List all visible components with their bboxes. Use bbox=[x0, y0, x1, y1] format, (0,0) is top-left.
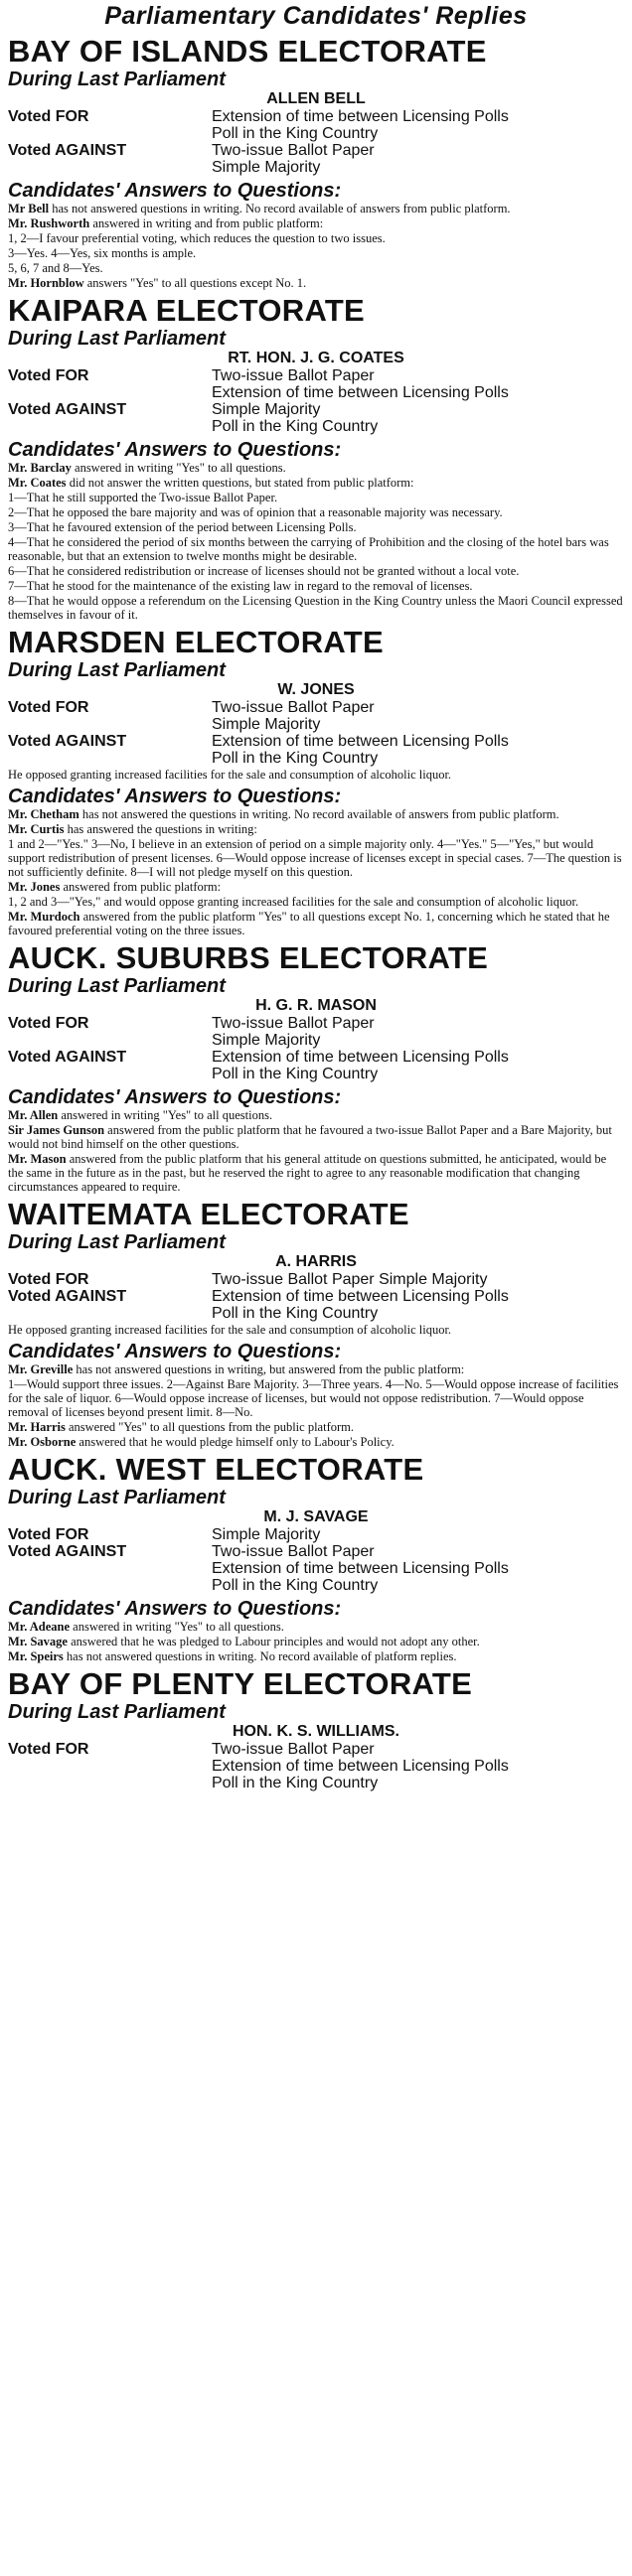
during-heading: During Last Parliament bbox=[8, 69, 226, 90]
sitting-member: W. JONES bbox=[277, 681, 355, 698]
voted-for: Voted FOR Two-issue Ballot Paper Extension of time between Licensing Polls bbox=[8, 367, 509, 401]
voted-for: Voted FOR Two-issue Ballot Paper Extension of time between Licensing Polls Poll in the King Country bbox=[8, 1741, 509, 1791]
voted-against: Voted AGAINST Two-issue Ballot Paper Extension of time between Licensing Polls Poll in the King Country bbox=[8, 1543, 509, 1594]
answer-item: Mr. Osborne answered that he would pledge himself only to Labour's Policy. bbox=[8, 1435, 395, 1449]
section-bay-of-plenty: BAY OF PLENTY ELECTORATE During Last Parliament HON. K. S. WILLIAMS. Voted FOR Two-issue Ballot Paper Extension of time between Licensing Polls Poll in the King Country bbox=[8, 1667, 624, 1791]
page-banner: Parliamentary Candidates' Replies bbox=[104, 2, 528, 30]
section-waitemata: WAITEMATA ELECTORATE During Last Parliament A. HARRIS Voted FOR Two-issue Ballot Paper Simple Majority Voted AGAINST Extension of time between Licensing Polls Poll in the King Country He opposed granting increased facilities for the sale and consumption of alcoholic liquor. Candidates' Answers to Questions: Mr. Greville has not answered questions in writing, but answered from the public platform: 1—Would support three issues. 2—Against Bare Majority. 3—Three years. 4—No. 5—Would oppose increase of facilities for the sale of liquor. 6—Would oppose increase of licenses, but would not oppose redistribution. 7—Would oppose removal of licenses beyond present limit. 8—No. Mr. Harris answered "Yes" to all questions from the public platform. Mr. Osborne answered that he would pledge himself only to Labour's Policy. bbox=[8, 1198, 624, 1449]
voted-against: Voted AGAINST Extension of time between Licensing Polls Poll in the King Country bbox=[8, 1049, 509, 1082]
answer-item: Mr. Rushworth answered in writing and from public platform: bbox=[8, 216, 324, 230]
voted-for: Voted FOR Extension of time between Licensing Polls Poll in the King Country bbox=[8, 108, 509, 142]
answer-item: Mr. Allen answered in writing "Yes" to all questions. bbox=[8, 1108, 273, 1122]
answer-item: Mr. Coates did not answer the written questions, but stated from public platform: bbox=[8, 476, 414, 490]
answer-item: Mr. Barclay answered in writing "Yes" to all questions. bbox=[8, 461, 286, 475]
section-marsden: MARSDEN ELECTORATE During Last Parliament W. JONES Voted FOR Two-issue Ballot Paper Simple Majority Voted AGAINST Extension of time between Licensing Polls Poll in the King Country He opposed granting increased facilities for the sale and consumption of alcoholic liquor. Candidates' Answers to Questions: Mr. Chetham has not answered the questions in writing. No record available of answers from public platform. Mr. Curtis has answered the questions in writing: 1 and 2—"Yes." 3—No, I believe in an extension of period on a simple majority only. 4—"Yes." 5—"Yes," but would support redistribution of present licenses. 6—Would oppose increase of licenses except in special cases. 7—The question is not sufficiently definite. 8—I will not pledge myself on this question. Mr. Jones answered from public platform: 1, 2 and 3—"Yes," and would oppose granting increased facilities for the sale and consumption of alcoholic liquor. Mr. Murdoch answered from the public platform "Yes" to all questions except No. 1, concerning which he stated that he favoured preferential voting on the three issues. bbox=[8, 626, 624, 937]
voted-against: Voted AGAINST Extension of time between Licensing Polls Poll in the King Country bbox=[8, 733, 509, 767]
voted-for: Voted FOR Simple Majority bbox=[8, 1526, 321, 1543]
answer-item: Mr. Savage answered that he was pledged to Labour principles and would not adopt any other. bbox=[8, 1635, 480, 1648]
sitting-member: HON. K. S. WILLIAMS. bbox=[233, 1723, 399, 1740]
voted-against: Voted AGAINST Two-issue Ballot Paper Simple Majority bbox=[8, 142, 375, 176]
electorate-title: BAY OF ISLANDS ELECTORATE bbox=[8, 34, 487, 69]
answer-item: Sir James Gunson answered from the public platform that he favoured a two-issue Ballot Paper and a Bare Majority, but would not bind himself on the other questions. bbox=[8, 1123, 612, 1151]
answer-item: Mr Bell has not answered questions in writing. No record available of answers from public platform. bbox=[8, 202, 511, 215]
electorate-title: BAY OF PLENTY ELECTORATE bbox=[8, 1666, 473, 1701]
sitting-member: A. HARRIS bbox=[275, 1253, 357, 1270]
member-note: He opposed granting increased facilities for the sale and consumption of alcoholic liquor. bbox=[8, 1323, 452, 1337]
voted-for: Voted FOR Two-issue Ballot Paper Simple Majority bbox=[8, 1271, 488, 1288]
electorate-title: AUCK. WEST ELECTORATE bbox=[8, 1452, 424, 1487]
sitting-member: RT. HON. J. G. COATES bbox=[228, 350, 404, 366]
answer-item: Mr. Murdoch answered from the public platform "Yes" to all questions except No. 1, concerning which he stated that he favoured preferential voting on the three issues. bbox=[8, 910, 610, 937]
answer-item: Mr. Adeane answered in writing "Yes" to all questions. bbox=[8, 1620, 284, 1634]
section-auck-west: AUCK. WEST ELECTORATE During Last Parliament M. J. SAVAGE Voted FOR Simple Majority Voted AGAINST Two-issue Ballot Paper Extension of time between Licensing Polls Poll in the King Country Candidates' Answers to Questions: Mr. Adeane answered in writing "Yes" to all questions. Mr. Savage answered that he was pledged to Labour principles and would not adopt any other. Mr. Speirs has not answered questions in writing. No record available of platform replies. bbox=[8, 1453, 624, 1663]
answers-heading: Candidates' Answers to Questions: bbox=[8, 180, 342, 202]
member-note: He opposed granting increased facilities for the sale and consumption of alcoholic liquor. bbox=[8, 768, 452, 782]
electorate-title: MARSDEN ELECTORATE bbox=[8, 625, 384, 659]
answer-item: Mr. Speirs has not answered questions in writing. No record available of platform replies. bbox=[8, 1649, 457, 1663]
electorate-title: WAITEMATA ELECTORATE bbox=[8, 1197, 409, 1231]
section-auck-suburbs: AUCK. SUBURBS ELECTORATE During Last Parliament H. G. R. MASON Voted FOR Two-issue Ballot Paper Simple Majority Voted AGAINST Extension of time between Licensing Polls Poll in the King Country Candidates' Answers to Questions: Mr. Allen answered in writing "Yes" to all questions. Sir James Gunson answered from the public platform that he favoured a two-issue Ballot Paper and a Bare Majority, but would not bind himself on the other questions. Mr. Mason answered from the public platform that his general attitude on questions submitted, he anticipated, would be the same in the future as in the past, but he reserved the right to agree to any reasonable modification that changing circumstances appeared to require. bbox=[8, 941, 624, 1194]
answer-item: Mr. Mason answered from the public platform that his general attitude on questions submitted, he anticipated, would be the same in the future as in the past, but he reserved the right to agree to any reasonable modification that changing circumstances appeared to require. bbox=[8, 1152, 607, 1194]
section-kaipara: KAIPARA ELECTORATE During Last Parliament RT. HON. J. G. COATES Voted FOR Two-issue Ballot Paper Extension of time between Licensing Polls Voted AGAINST Simple Majority Poll in the King Country Candidates' Answers to Questions: Mr. Barclay answered in writing "Yes" to all questions. Mr. Coates did not answer the written questions, but stated from public platform: 1—That he still supported the Two-issue Ballot Paper. 2—That he opposed the bare majority and was of opinion that a reasonable majority was necessary. 3—That he favoured extension of the period between Licensing Polls. 4—That he considered the period of six months between the carrying of Prohibition and the closing of the hotel bars was reasonable, but that an extension to twelve months might be desirable. 6—That he considered redistribution or increase of licenses should not be granted without a local vote. 7—That he stood for the maintenance of the existing law in regard to the removal of licenses. 8—That he would oppose a referendum on the Licensing Question in the King Country unless the Maori Council expressed themselves in favour of it. bbox=[8, 293, 623, 622]
voted-against: Voted AGAINST Simple Majority Poll in the King Country bbox=[8, 401, 379, 435]
sitting-member: H. G. R. MASON bbox=[255, 997, 377, 1014]
voted-for: Voted FOR Two-issue Ballot Paper Simple Majority bbox=[8, 699, 375, 733]
electorate-title: KAIPARA ELECTORATE bbox=[8, 293, 366, 328]
answer-item: Mr. Curtis has answered the questions in writing: bbox=[8, 822, 257, 836]
answer-item: Mr. Chetham has not answered the questions in writing. No record available of answers from public platform. bbox=[8, 807, 559, 821]
sitting-member: ALLEN BELL bbox=[266, 90, 366, 107]
voted-against: Voted AGAINST Extension of time between Licensing Polls Poll in the King Country bbox=[8, 1288, 509, 1322]
answer-item: Mr. Hornblow answers "Yes" to all questions except No. 1. bbox=[8, 276, 307, 290]
sitting-member: M. J. SAVAGE bbox=[263, 1508, 369, 1525]
answer-item: Mr. Greville has not answered questions in writing, but answered from the public platform: bbox=[8, 1362, 465, 1376]
voted-for: Voted FOR Two-issue Ballot Paper Simple Majority bbox=[8, 1015, 375, 1049]
electorate-title: AUCK. SUBURBS ELECTORATE bbox=[8, 940, 489, 975]
answer-item: Mr. Harris answered "Yes" to all questions from the public platform. bbox=[8, 1420, 354, 1434]
answer-item: Mr. Jones answered from public platform: bbox=[8, 880, 222, 894]
section-bay-of-islands: BAY OF ISLANDS ELECTORATE During Last Parliament ALLEN BELL Voted FOR Extension of time between Licensing Polls Poll in the King Country Voted AGAINST Two-issue Ballot Paper Simple Majority Candidates' Answers to Questions: Mr Bell has not answered questions in writing. No record available of answers from public platform. Mr. Rushworth answered in writing and from public platform: 1, 2—I favour preferential voting, which reduces the question to two issues. 3—Yes. 4—Yes, six months is ample. 5, 6, 7 and 8—Yes. Mr. Hornblow answers "Yes" to all questions except No. 1. bbox=[8, 35, 624, 290]
